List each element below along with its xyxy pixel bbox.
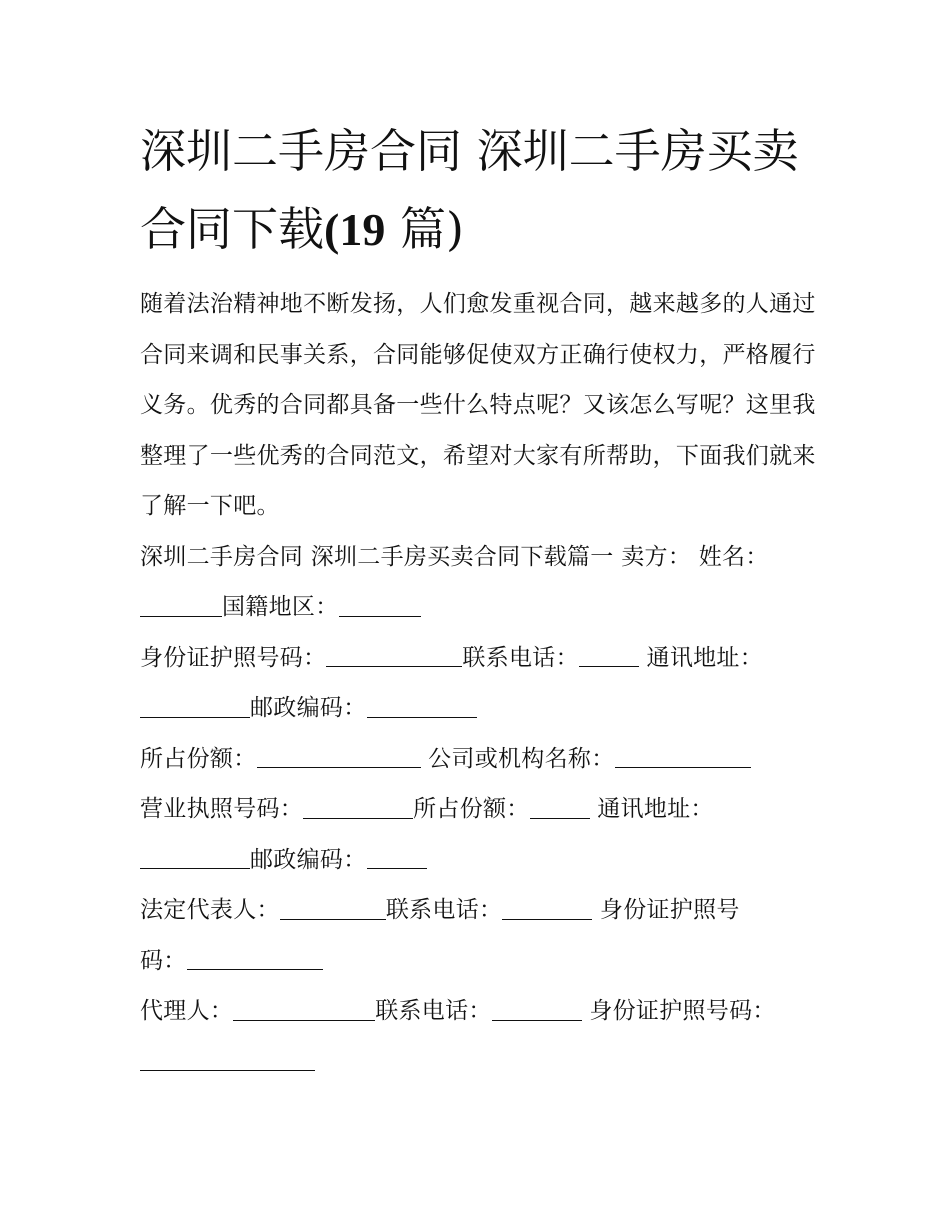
address2-label: 通讯地址：	[589, 796, 714, 822]
legal-rep-line	[140, 885, 820, 986]
name-blank[interactable]	[140, 593, 222, 617]
title-text: 深圳二手房合同 深圳二手房买卖合同下载	[140, 124, 799, 256]
title-suffix: 篇)	[385, 202, 464, 256]
id-number3-label: 身份证护照号码：	[581, 998, 776, 1024]
share-label: 所占份额：	[140, 745, 257, 772]
company-label: 公司或机构名称：	[420, 745, 615, 772]
license-label: 营业执照号码：	[140, 796, 304, 822]
id-number-label: 身份证护照号码：	[140, 644, 327, 671]
share-line	[140, 734, 820, 785]
agent-label: 代理人：	[140, 998, 234, 1024]
title-count: (19	[324, 204, 386, 255]
address2-blank[interactable]	[140, 845, 250, 869]
license-line	[140, 784, 820, 885]
company-blank[interactable]	[615, 744, 751, 768]
document-page	[140, 112, 820, 1087]
legal-rep-label: 法定代表人：	[140, 897, 280, 923]
nationality-label: 国籍地区：	[222, 594, 339, 620]
id-number2-blank[interactable]	[187, 946, 323, 970]
id-number-blank[interactable]	[326, 643, 462, 667]
address-blank[interactable]	[140, 694, 250, 718]
address-label: 通讯地址：	[638, 644, 764, 671]
document-title	[140, 112, 820, 269]
phone3-blank[interactable]	[492, 997, 582, 1021]
legal-rep-blank[interactable]	[280, 896, 386, 920]
agent-line	[140, 986, 820, 1087]
section-heading: 深圳二手房合同 深圳二手房买卖合同下载篇一 卖方： 姓名：	[140, 543, 769, 570]
id-line	[140, 633, 820, 734]
license-blank[interactable]	[303, 795, 413, 819]
phone-blank[interactable]	[579, 643, 639, 667]
seller-heading-line	[140, 532, 820, 633]
id-number3-blank[interactable]	[140, 1047, 315, 1071]
share2-blank[interactable]	[530, 795, 590, 819]
phone3-label: 联系电话：	[375, 998, 492, 1024]
phone2-blank[interactable]	[502, 896, 592, 920]
agent-blank[interactable]	[233, 997, 375, 1021]
id-number2-label: 身份证护照号	[592, 897, 740, 923]
phone-label: 联系电话：	[462, 644, 579, 671]
phone2-label: 联系电话：	[385, 897, 503, 923]
nationality-blank[interactable]	[339, 593, 421, 617]
postcode2-label: 邮政编码：	[250, 846, 367, 873]
postcode2-blank[interactable]	[367, 845, 427, 869]
postcode-blank[interactable]	[367, 694, 477, 718]
id-number2-label-cont: 码：	[140, 947, 187, 974]
postcode-label: 邮政编码：	[250, 695, 367, 721]
share-blank[interactable]	[257, 744, 421, 768]
intro-paragraph: 随着法治精神地不断发扬，人们愈发重视合同，越来越多的人通过合同来调和民事关系，合同能够促使双方正确行使权力，严格履行义务。优秀的合同都具备一些什么特点呢？又该怎么写呢？这里我整理了一些优秀的合同范文，希望对大家有所帮助，下面我们就来了解一下吧。	[140, 291, 816, 519]
share2-label: 所占份额：	[413, 796, 530, 822]
